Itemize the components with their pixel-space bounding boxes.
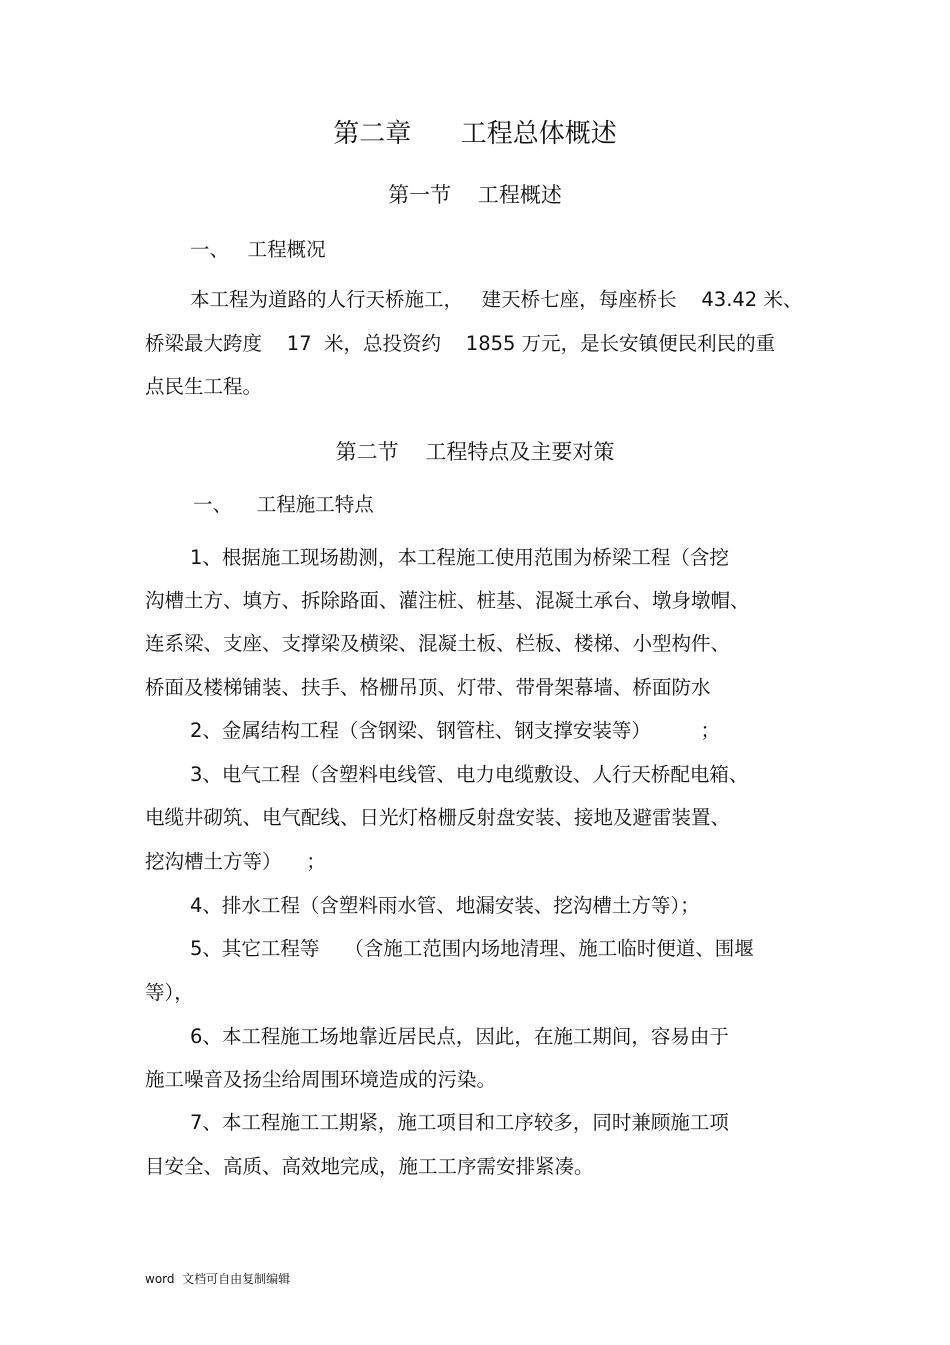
footer-note: word 文档可自由复制编辑	[145, 1272, 291, 1286]
list-item-line: 7、本工程施工工期紧，施工项目和工序较多，同时兼顾施工项	[190, 1111, 729, 1134]
list-item-line: 1、根据施工现场勘测，本工程施工使用范围为桥梁工程（含挖	[190, 546, 729, 569]
list-item-line: 施工噪音及扬尘给周围环境造成的污染。	[145, 1068, 497, 1091]
list-item-line: 2、金属结构工程（含钢梁、钢管柱、钢支撑安装等） ；	[190, 719, 720, 742]
paragraph-line: 桥梁最大跨度 17 米，总投资约 1855 万元，是长安镇便民利民的重	[145, 332, 776, 355]
list-item-line: 挖沟槽土方等） ；	[145, 850, 326, 873]
list-item-line: 等），	[145, 981, 194, 1004]
list-item-line: 桥面及楼梯铺装、扶手、格栅吊顶、灯带、带骨架幕墙、桥面防水	[145, 676, 711, 699]
section-1-heading: 一、 工程概况	[190, 238, 326, 261]
list-item-line: 5、其它工程等 （含施工范围内场地清理、施工临时便道、围堰	[190, 937, 754, 960]
section-2-heading: 一、 工程施工特点	[193, 493, 374, 516]
section-1-title: 第一节 工程概述	[388, 183, 562, 207]
list-item-line: 连系梁、支座、支撑梁及横梁、混凝土板、栏板、楼梯、小型构件、	[145, 632, 731, 655]
chapter-title: 第二章 工程总体概述	[333, 119, 617, 149]
list-item-line: 电缆井砌筑、电气配线、日光灯格栅反射盘安装、接地及避雷装置、	[145, 806, 731, 829]
section-2-title: 第二节 工程特点及主要对策	[335, 440, 615, 464]
paragraph-line: 本工程为道路的人行天桥施工， 建天桥七座，每座桥长 43.42 米、	[190, 288, 803, 311]
paragraph-line: 点民生工程。	[145, 375, 263, 398]
list-item-line: 6、本工程施工场地靠近居民点，因此，在施工期间，容易由于	[190, 1025, 729, 1048]
list-item-line: 3、电气工程（含塑料电线管、电力电缆敷设、人行天桥配电箱、	[190, 763, 749, 786]
list-item-line: 4、排水工程（含塑料雨水管、地漏安装、挖沟槽土方等）；	[190, 894, 700, 917]
list-item-line: 沟槽土方、填方、拆除路面、灌注桩、桩基、混凝土承台、墩身墩帽、	[145, 589, 750, 612]
list-item-line: 目安全、高质、高效地完成，施工工序需安排紧凑。	[145, 1155, 594, 1178]
